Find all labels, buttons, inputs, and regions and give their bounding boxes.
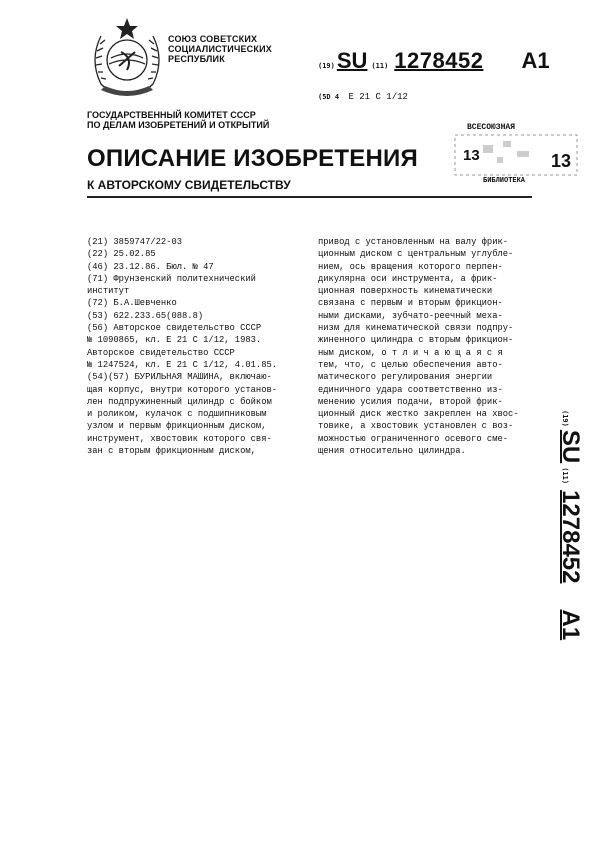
- side-patent-id: [548, 410, 584, 665]
- text-line: № 1090865, кл. Е 21 С 1/12, 1983.: [87, 335, 262, 346]
- text-line: ционный диск жестко закреплен на хвос-: [318, 409, 519, 420]
- ipc-line: [318, 92, 408, 102]
- text-line: ционным диском с центральным углубле-: [318, 249, 514, 260]
- stamp-top-text: ВСЕСОЮЗНАЯ: [467, 123, 516, 132]
- patent-number: 1278452: [394, 48, 484, 73]
- bibliographic-column: [87, 236, 302, 457]
- text-line: (22) 25.02.85: [87, 249, 156, 260]
- text-line: ционная поверхность кинематически: [318, 286, 493, 297]
- side-patent-number: 1278452: [557, 490, 584, 584]
- stamp-right-digit: 13: [551, 151, 572, 171]
- inid-code-11: (11): [371, 62, 389, 70]
- document-subtitle: К АВТОРСКОМУ СВИДЕТЕЛЬСТВУ: [87, 178, 291, 192]
- ussr-emblem-icon: [87, 14, 167, 100]
- text-line: и роликом, кулачок с подшипниковым: [87, 409, 267, 420]
- committee-line: ГОСУДАРСТВЕННЫЙ КОМИТЕТ СССР: [87, 110, 256, 120]
- side-kind-code: A1: [557, 609, 584, 641]
- union-line: РЕСПУБЛИК: [168, 54, 225, 64]
- text-line: ным диском, о т л и ч а ю щ а я с я: [318, 347, 503, 358]
- union-line: СОЮЗ СОВЕТСКИХ: [168, 34, 258, 44]
- text-line: (56) Авторское свидетельство СССР: [87, 323, 262, 334]
- library-stamp: [453, 117, 579, 193]
- text-line: связана с первым и вторым фрикцион-: [318, 298, 503, 309]
- claims-column: [318, 236, 540, 457]
- text-line: ными дисками, зубчато-реечный меха-: [318, 310, 503, 321]
- side-country-code: SU: [557, 429, 584, 464]
- ipc-classification: E 21 C 1/12: [348, 92, 408, 102]
- committee-block: [87, 110, 269, 130]
- header-divider: [87, 196, 532, 198]
- text-line: узлом и первым фрикционным диском,: [87, 421, 267, 432]
- text-line: Авторское свидетельство СССР: [87, 347, 235, 358]
- inid-code-51: (5D 4: [318, 93, 340, 101]
- text-line: дикулярна оси инструмента, а фрик-: [318, 273, 498, 284]
- text-line: лен подпружиненный цилиндр с бойком: [87, 396, 272, 407]
- text-line: нием, ось вращения которого перпен-: [318, 261, 503, 272]
- text-line: (54)(57) БУРИЛЬНАЯ МАШИНА, включаю-: [87, 372, 272, 383]
- text-line: (72) Б.А.Шевченко: [87, 298, 177, 309]
- stamp-left-digit: 13: [463, 147, 480, 164]
- text-line: менению усилия подачи, второй фрик-: [318, 396, 503, 407]
- stamp-bottom-text: БИБЛИОТЕКА: [483, 177, 526, 185]
- text-line: тем, что, с целью обеспечения авто-: [318, 359, 503, 370]
- text-line: (46) 23.12.86. Бюл. № 47: [87, 261, 214, 272]
- country-code: SU: [336, 48, 368, 73]
- kind-code: A1: [521, 48, 550, 73]
- text-line: товике, а хвостовик установлен с воз-: [318, 421, 514, 432]
- text-line: жиненного цилиндра с вторым фрикцион-: [318, 335, 514, 346]
- text-line: институт: [87, 286, 130, 297]
- text-line: щения относительно цилиндра.: [318, 446, 466, 457]
- side-inid-code-19: (19): [561, 410, 569, 427]
- document-title: ОПИСАНИЕ ИЗОБРЕТЕНИЯ: [87, 145, 418, 172]
- text-line: (53) 622.233.65(088.8): [87, 310, 204, 321]
- text-line: матического регулирования энергии: [318, 372, 493, 383]
- side-patent-id-rotated: [556, 410, 584, 640]
- issuer-block: [168, 34, 272, 64]
- text-line: № 1247524, кл. Е 21 С 1/12, 4.01.85.: [87, 359, 278, 370]
- union-line: СОЦИАЛИСТИЧЕСКИХ: [168, 44, 272, 54]
- patent-id-line: [318, 48, 550, 76]
- text-line: привод с установленным на валу фрик-: [318, 237, 509, 247]
- text-line: низм для кинематической связи подпру-: [318, 323, 514, 334]
- text-line: можностью ограниченного осевого сме-: [318, 433, 509, 444]
- committee-line: ПО ДЕЛАМ ИЗОБРЕТЕНИЙ И ОТКРЫТИЙ: [87, 120, 270, 130]
- side-inid-code-11: (11): [561, 467, 569, 485]
- text-line: щая корпус, внутри которого установ-: [87, 384, 278, 395]
- text-line: зан с вторым фрикционным диском,: [87, 446, 256, 457]
- text-line: (21) 3859747/22-03: [87, 237, 183, 247]
- inid-code-19: (19): [318, 62, 335, 70]
- text-line: единичного удара соответственно из-: [318, 384, 503, 395]
- text-line: (71) Фрунзенский политехнический: [87, 273, 256, 284]
- text-line: инструмент, хвостовик которого свя-: [87, 433, 272, 444]
